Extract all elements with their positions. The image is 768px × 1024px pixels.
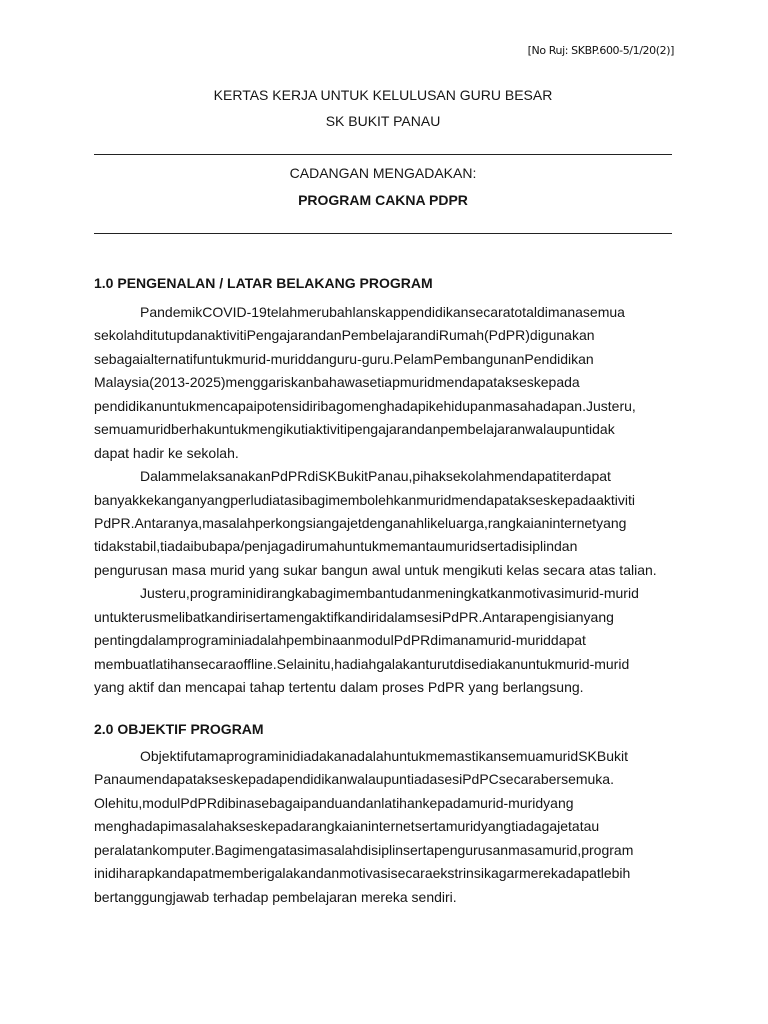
- word: di: [307, 468, 319, 485]
- word: total: [510, 304, 537, 320]
- word: memantau: [378, 538, 446, 555]
- word: dan: [315, 865, 340, 882]
- word: ini: [94, 865, 109, 882]
- word: untuk: [391, 748, 426, 764]
- word: internet: [549, 514, 597, 531]
- word: sebagai: [254, 794, 304, 811]
- word: memastikan: [425, 748, 502, 764]
- word: serta: [480, 538, 512, 555]
- paragraph-line: [94, 606, 674, 629]
- word: untuk: [213, 421, 249, 438]
- word: Bukit: [336, 468, 369, 485]
- word: atau: [571, 818, 600, 835]
- word: aktiviti: [207, 327, 247, 344]
- word: murid-murid: [554, 655, 630, 672]
- word: diadakan: [292, 748, 350, 764]
- word: dan: [402, 585, 426, 602]
- word: mana: [547, 304, 583, 320]
- word: sebagai: [94, 350, 144, 367]
- word: mereka: [519, 865, 566, 882]
- word: walaupun: [347, 771, 407, 788]
- word: PdPC: [462, 771, 499, 788]
- word: secara: [468, 304, 511, 320]
- word: akses: [196, 771, 234, 788]
- word: Pelam: [393, 350, 434, 367]
- word: Pembelajaran: [341, 327, 428, 344]
- word: memberi: [212, 865, 267, 882]
- word: Panau,: [368, 468, 413, 485]
- word: Rumah: [438, 327, 484, 344]
- word: mengikuti: [248, 421, 309, 438]
- word: untuk: [520, 655, 555, 672]
- word: bagi: [301, 491, 329, 508]
- paragraph-line: [94, 839, 674, 862]
- word: sekolah: [445, 468, 495, 485]
- word: akses: [497, 374, 534, 391]
- paragraph-line: dapat hadir ke sekolah.: [94, 444, 239, 461]
- proposal-label: CADANGAN MENGADAKAN:: [289, 165, 477, 181]
- word: secara: [390, 865, 433, 882]
- word: program: [581, 841, 634, 858]
- word: rangkaian: [306, 818, 368, 835]
- word: bago: [320, 397, 352, 414]
- word: Selain: [276, 655, 316, 672]
- word: dapat: [177, 865, 213, 882]
- word: ditutup: [142, 327, 185, 344]
- word: kehidupan: [428, 397, 494, 414]
- word: dapat: [550, 632, 586, 649]
- word: masalah: [202, 514, 256, 531]
- word: telah: [266, 304, 298, 320]
- word: bahawa: [313, 374, 363, 391]
- word: sesi: [437, 771, 463, 788]
- word: lebih: [600, 865, 631, 882]
- word: ini: [278, 748, 293, 764]
- paragraph-line: [94, 862, 674, 885]
- paragraph-line: [94, 512, 674, 535]
- word: yang: [583, 608, 614, 625]
- paragraph-line: [94, 301, 674, 324]
- word: dan: [305, 350, 330, 367]
- word: menggariskan: [225, 374, 314, 391]
- paragraph-line: [94, 395, 674, 418]
- paragraph-line: [94, 792, 674, 815]
- school-name: SK BUKIT PANAU: [325, 113, 441, 129]
- word: Pandemik: [140, 304, 203, 320]
- word: program: [226, 748, 279, 764]
- word: itu,: [123, 794, 143, 811]
- word: pendidikan: [400, 304, 469, 320]
- word: yang: [596, 514, 627, 531]
- document-title: KERTAS KERJA UNTUK KELULUSAN GURU BESAR: [213, 87, 553, 103]
- word: merubah: [297, 304, 353, 320]
- word: utama: [187, 748, 227, 764]
- word: hadiah: [334, 655, 377, 672]
- word: rumah: [304, 538, 345, 555]
- word: bersemuka.: [540, 771, 614, 788]
- word: rangkaian: [487, 514, 550, 531]
- divider-bottom: [94, 233, 672, 234]
- word: ibubapa/penjaga: [190, 538, 295, 555]
- word: yang: [199, 491, 231, 508]
- word: program: [178, 632, 231, 649]
- word: agar: [490, 865, 519, 882]
- word: menghadapi: [94, 818, 172, 835]
- word: kepada: [233, 771, 280, 788]
- word: semua: [501, 748, 544, 764]
- word: mengaktifkan: [276, 608, 361, 625]
- reference-number: [No Ruj: SKBP.600-5/1/20(2)]: [527, 44, 674, 57]
- word: masalah: [307, 841, 361, 858]
- word: (2013-2025): [149, 374, 226, 391]
- word: mendapat: [434, 374, 498, 391]
- word: diatasi: [261, 491, 302, 508]
- word: motivasi: [512, 585, 565, 602]
- word: aktiviti: [308, 421, 347, 438]
- word: mendapati: [494, 468, 560, 485]
- word: melibatkan: [159, 608, 228, 625]
- paragraph-line: [94, 629, 674, 652]
- word: SK: [578, 748, 597, 764]
- paragraph-line: [94, 418, 674, 441]
- word: galakan: [376, 655, 426, 672]
- word: kepada: [550, 491, 597, 508]
- word: yang: [480, 818, 512, 835]
- word: alternatif: [143, 350, 197, 367]
- word: terdapat: [559, 468, 611, 485]
- paragraph-line: yang aktif dan mencapai tahap tertentu dalam proses PdPR yang berlangsung.: [94, 679, 584, 695]
- word: murid-murid: [564, 585, 639, 602]
- paragraph-line: [94, 745, 674, 768]
- word: serta: [414, 818, 446, 835]
- word: PdPR: [180, 794, 217, 811]
- word: Bukit: [596, 748, 628, 764]
- word: membolehkan: [328, 491, 417, 508]
- word: masa: [493, 397, 528, 414]
- word: di: [430, 632, 442, 649]
- paragraph-line: [94, 348, 674, 371]
- word: disiplin: [511, 538, 555, 555]
- word: Pengajaran: [246, 327, 319, 344]
- word: ini: [241, 585, 256, 602]
- section-heading-introduction: 1.0 PENGENALAN / LATAR BELAKANG PROGRAM: [94, 275, 433, 291]
- word: dan: [184, 327, 208, 344]
- word: potensi: [256, 397, 302, 414]
- word: dapat: [565, 865, 601, 882]
- paragraph-line: bertanggungjawab terhadap pembelajaran mereka sendiri.: [94, 888, 457, 905]
- word: gajet: [541, 818, 572, 835]
- word: aktiviti: [596, 491, 635, 508]
- paragraph-line: [94, 768, 674, 791]
- word: disiplin: [360, 841, 403, 858]
- word: Pembangunan: [433, 350, 525, 367]
- word: di: [427, 327, 439, 344]
- word: banyak: [94, 491, 140, 508]
- word: modul: [142, 794, 181, 811]
- word: dalam: [139, 632, 179, 649]
- word: COVID-19: [202, 304, 267, 320]
- section-body-introduction: [94, 301, 674, 699]
- word: perkongsian: [255, 514, 332, 531]
- word: Objektif: [140, 748, 188, 764]
- word: dan: [417, 421, 441, 438]
- word: dan: [554, 538, 578, 555]
- word: Panau: [94, 771, 135, 788]
- word: galakan: [266, 865, 316, 882]
- word: bagi: [309, 585, 337, 602]
- word: Dalam: [140, 468, 181, 485]
- word: Pendidikan: [524, 350, 594, 367]
- word: secara: [193, 655, 236, 672]
- word: tiada: [160, 538, 191, 555]
- section-heading-objectives: 2.0 OBJEKTIF PROGRAM: [94, 721, 264, 737]
- word: kepada: [260, 818, 307, 835]
- word: tiada: [511, 818, 542, 835]
- word: murid-murid: [476, 632, 551, 649]
- word: pengurusan: [434, 841, 509, 858]
- word: PdPR: [393, 632, 431, 649]
- word: serta: [245, 608, 277, 625]
- program-name: PROGRAM CAKNA PDPR: [298, 192, 468, 208]
- word: pendidikan: [94, 397, 162, 414]
- word: stabil,: [123, 538, 161, 555]
- section-body-objectives: [94, 745, 674, 909]
- word: keluarga,: [430, 514, 488, 531]
- word: dibina: [216, 794, 255, 811]
- word: offline.: [235, 655, 277, 672]
- word: membuat: [94, 655, 153, 672]
- word: latihan: [152, 655, 194, 672]
- word: internet: [368, 818, 415, 835]
- word: adalah: [244, 632, 287, 649]
- word: untuk: [161, 397, 196, 414]
- word: mana: [441, 632, 477, 649]
- word: semua: [94, 421, 137, 438]
- word: disediakan: [453, 655, 521, 672]
- word: dengan: [361, 514, 409, 531]
- word: murid: [543, 748, 579, 764]
- paragraph-line: pengurusan masa murid yang sukar bangun awal untuk mengikuti kelas secara atas talian.: [94, 561, 657, 578]
- word: lanskap: [352, 304, 401, 320]
- word: (PdPR): [484, 327, 530, 344]
- word: mendapat: [451, 491, 514, 508]
- word: PdPR.: [94, 514, 135, 531]
- word: masalah: [171, 818, 224, 835]
- word: komputer: [152, 841, 211, 858]
- word: Justeru,: [140, 585, 190, 602]
- paragraph-line: [94, 371, 674, 394]
- word: membantu: [336, 585, 403, 602]
- word: Justeru,: [586, 397, 636, 414]
- word: gajet: [331, 514, 362, 531]
- paragraph-line: [94, 324, 674, 347]
- word: melaksanakan: [180, 468, 271, 485]
- word: diri: [360, 608, 379, 625]
- word: murid: [136, 421, 172, 438]
- word: di: [536, 304, 548, 320]
- word: modul: [355, 632, 394, 649]
- word: PdPR.: [441, 608, 483, 625]
- paragraph-line: [94, 815, 674, 838]
- word: latihan: [381, 794, 423, 811]
- word: akses: [513, 491, 551, 508]
- word: murid: [416, 491, 452, 508]
- word: ini: [230, 632, 245, 649]
- word: murid: [399, 374, 435, 391]
- word: mendapat: [134, 771, 197, 788]
- word: mencapai: [195, 397, 257, 414]
- word: tiada: [406, 771, 438, 788]
- word: setiap: [362, 374, 400, 391]
- word: pembelajaran: [440, 421, 526, 438]
- word: meningkatkan: [425, 585, 513, 602]
- paragraph-line: [94, 582, 674, 605]
- word: untuk: [344, 538, 379, 555]
- word: Antaranya,: [134, 514, 203, 531]
- word: murid-murid: [468, 794, 544, 811]
- word: diharapkan: [108, 865, 178, 882]
- paragraph-line: [94, 653, 674, 676]
- word: untuk: [196, 350, 231, 367]
- word: adalah: [349, 748, 392, 764]
- word: serta: [403, 841, 435, 858]
- word: secara: [498, 771, 541, 788]
- word: .: [210, 841, 215, 858]
- word: pengajaran: [346, 421, 417, 438]
- word: pengisian: [523, 608, 584, 625]
- word: program: [189, 585, 242, 602]
- word: di: [294, 538, 305, 555]
- word: dirangka: [255, 585, 310, 602]
- word: menghadapi: [351, 397, 429, 414]
- word: murid,: [542, 841, 582, 858]
- word: Antara: [482, 608, 524, 625]
- word: penting: [94, 632, 140, 649]
- word: walaupun: [525, 421, 586, 438]
- word: guru-guru.: [329, 350, 394, 367]
- word: sesi: [416, 608, 442, 625]
- word: kekangan: [139, 491, 200, 508]
- word: hadapan.: [527, 397, 586, 414]
- word: kepada: [422, 794, 469, 811]
- paragraph-line: [94, 489, 674, 512]
- word: Bagi: [214, 841, 243, 858]
- word: Malaysia: [94, 374, 150, 391]
- word: murid: [445, 538, 481, 555]
- paragraph-line: [94, 535, 674, 558]
- word: PdPR: [270, 468, 308, 485]
- word: perlu: [230, 491, 262, 508]
- word: itu,: [315, 655, 335, 672]
- word: dalam: [378, 608, 417, 625]
- word: terus: [128, 608, 160, 625]
- word: berhak: [171, 421, 214, 438]
- word: mengatasi: [242, 841, 308, 858]
- word: murid-murid: [231, 350, 306, 367]
- word: motivasi: [339, 865, 391, 882]
- divider-top: [94, 154, 672, 155]
- word: peralatan: [94, 841, 153, 858]
- word: tidak: [585, 421, 615, 438]
- word: dan: [357, 794, 382, 811]
- word: turut: [425, 655, 454, 672]
- word: akses: [223, 818, 261, 835]
- word: pihak: [412, 468, 446, 485]
- paragraph-line: [94, 465, 674, 488]
- word: untuk: [94, 608, 129, 625]
- word: diri: [301, 397, 321, 414]
- word: diri: [227, 608, 246, 625]
- word: kepada: [533, 374, 580, 391]
- word: ekstrinsik: [432, 865, 491, 882]
- word: pembinaan: [286, 632, 356, 649]
- word: sekolah: [94, 327, 143, 344]
- word: tidak: [94, 538, 124, 555]
- word: pendidikan: [279, 771, 348, 788]
- word: masa: [508, 841, 543, 858]
- word: dan: [318, 327, 342, 344]
- word: semua: [582, 304, 625, 320]
- word: SK: [318, 468, 337, 485]
- word: panduan: [303, 794, 358, 811]
- word: yang: [543, 794, 574, 811]
- word: murid: [445, 818, 481, 835]
- word: digunakan: [529, 327, 595, 344]
- word: ahli: [408, 514, 431, 531]
- word: Oleh: [94, 794, 124, 811]
